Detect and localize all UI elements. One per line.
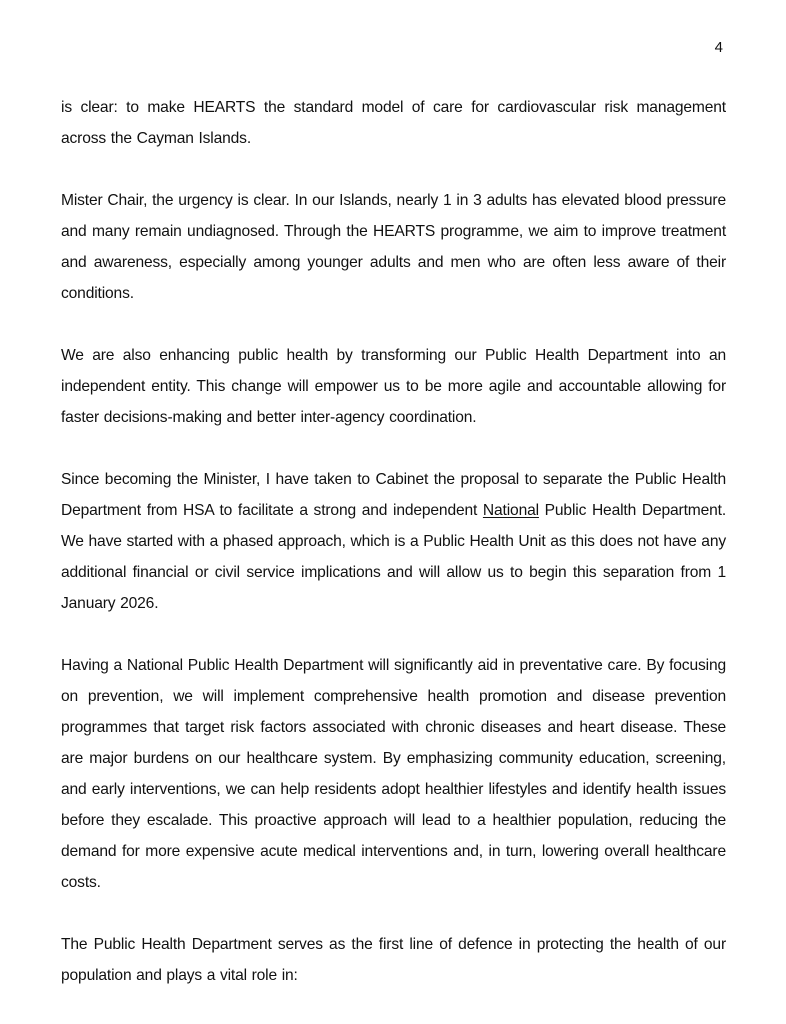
paragraph bbox=[61, 340, 726, 433]
paragraph bbox=[61, 650, 726, 898]
text-segment: Since becoming the Minister, I have taken to Cabinet the proposal to separate the Public Health Department from HSA to facilitate a strong and independent bbox=[61, 471, 726, 519]
paragraph bbox=[61, 464, 726, 619]
text-segment: The Public Health Department serves as the first line of defence in protecting the health of our population and plays a vital role in: bbox=[61, 936, 726, 984]
paragraph bbox=[61, 929, 726, 991]
paragraph bbox=[61, 92, 726, 154]
text-segment: Having a National Public Health Department will significantly aid in preventative care. By focusing on prevention, we will implement comprehensive health promotion and disease prevention programmes that target risk factors associated with chronic diseases and heart disease. These are major burdens on our healthcare system. By emphasizing community education, screening, and early interventions, we can help residents adopt healthier lifestyles and identify health issues before they escalade. This proactive approach will lead to a healthier population, reducing the demand for more expensive acute medical interventions and, in turn, lowering overall healthcare costs. bbox=[61, 657, 726, 891]
page-number: 4 bbox=[714, 39, 723, 56]
paragraph bbox=[61, 185, 726, 309]
document-body bbox=[61, 92, 726, 991]
text-segment: Public Health Department. We have started with a phased approach, which is a Public Health Unit as this does not have any additional financial or civil service implications and will allow us to begin this separation from 1 January 2026. bbox=[61, 502, 726, 612]
underlined-text: National bbox=[482, 502, 539, 519]
text-segment: Mister Chair, the urgency is clear. In our Islands, nearly 1 in 3 adults has elevated blood pressure and many remain undiagnosed. Through the HEARTS programme, we aim to improve treatment and awareness, especially among younger adults and men who are often less aware of their conditions. bbox=[61, 192, 726, 302]
text-segment: We are also enhancing public health by transforming our Public Health Department into an independent entity. This change will empower us to be more agile and accountable allowing for faster decisions-making and better inter-agency coordination. bbox=[61, 347, 726, 426]
text-segment: is clear: to make HEARTS the standard model of care for cardiovascular risk management across the Cayman Islands. bbox=[61, 99, 726, 147]
